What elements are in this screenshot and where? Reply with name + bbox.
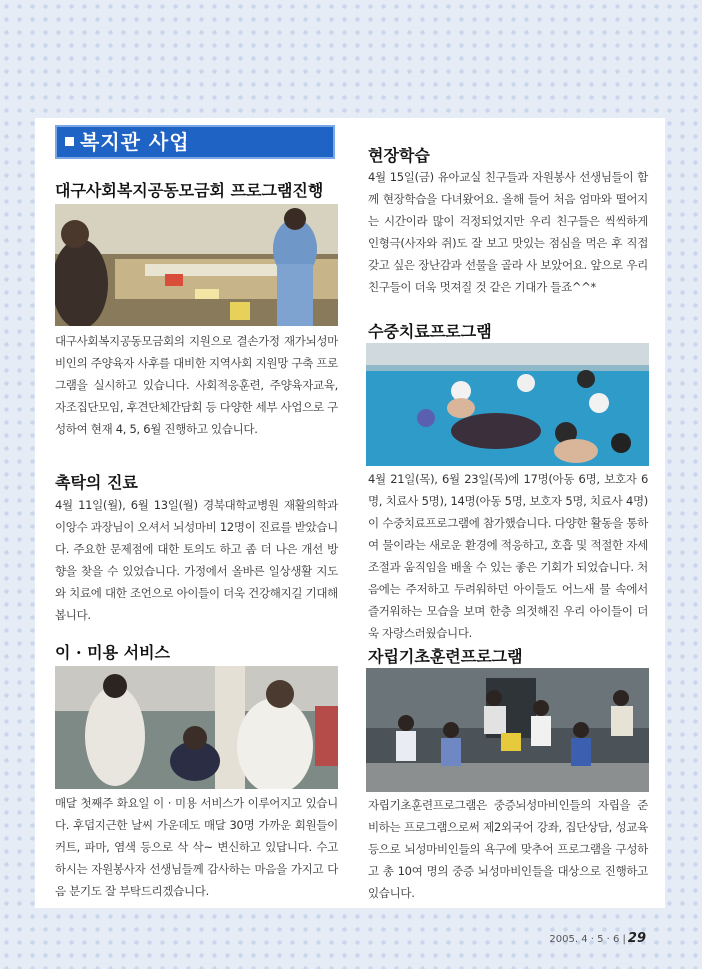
haircut-photo <box>55 666 338 789</box>
article-heading-fundraising: 대구사회복지공동모금회 프로그램진행 <box>55 181 324 200</box>
article-body-haircut: 매달 첫째주 화요일 이 · 미용 서비스가 이루어지고 있습니다. 후덥지근한 날씨 가운데도 매달 30명 가까운 회원들이 커트, 파마, 염색 등으로 삭 삭~ 변신하고 있답니다. 수고하시는 자원봉사자 선생님들께 감사하는 마음을 가지고 다음 분기도 잘 부탁드리겠습니다. <box>55 796 338 898</box>
article-body-independence: 자립기초훈련프로그램은 중증뇌성마비인들의 자립을 준비하는 프로그램으로써 제2외국어 강좌, 집단상담, 성교육 등으로 뇌성마비인들의 욕구에 맞추어 프로그램을 구성하고 총 10여 명의 중증 뇌성마비인들을 대상으로 진행하고 있습니다. <box>368 798 648 900</box>
pool-photo <box>366 343 649 466</box>
section-title: 복지관 사업 <box>80 130 190 154</box>
article-heading-independence: 자립기초훈련프로그램 <box>368 647 523 666</box>
article-body-field-trip: 4월 15일(금) 유아교실 친구들과 자원봉사 선생님들이 함께 현장학습을 다녀왔어요. 올해 들어 처음 엄마와 떨어지는 시간이라 많이 걱정되었지만 우리 친구들은 씩씩하게 인형극(사자와 쥐)도 잘 보고 맛있는 점심을 먹은 후 직접 갖고 싶은 장난감과 선물을 골라 사 보았어요. 앞으로 우리 친구들이 더욱 멋져질 것 같은 기대가 들죠^^* <box>368 170 648 294</box>
section-banner <box>55 125 335 159</box>
article-heading-haircut: 이 · 미용 서비스 <box>55 643 171 662</box>
square-bullet-icon <box>65 137 74 146</box>
group-photo <box>366 668 649 792</box>
article-heading-field-trip: 현장학습 <box>368 146 430 165</box>
article-body-fundraising: 대구사회복지공동모금회의 지원으로 결손가정 재가뇌성마비인의 주양육자 사후를 대비한 지역사회 지원망 구축 프로그램을 실시하고 있습니다. 사회적응훈련, 주양육자교육, 자조집단모임, 후견단체간담회 등 다양한 세부 사업으로 구성하여 현재 4, 5, 6월 진행하고 있습니다. <box>55 334 338 436</box>
article-heading-medical: 촉탁의 진료 <box>55 473 138 492</box>
article-body-medical: 4월 11일(월), 6월 13일(월) 경북대학교병원 재활의학과 이앙수 과장님이 오셔서 뇌성마비 12명이 진료를 받았습니다. 주요한 문제점에 대한 토의도 하고 좀 더 나은 개선 방향을 찾을 수 있었습니다. 가정에서 올바른 일상생활 지도와 치료에 대한 조언으로 아이들이 더욱 건강해지길 기대해 봅니다. <box>55 498 338 622</box>
article-body-aquatic: 4월 21일(목), 6월 23일(목)에 17명(아동 6명, 보호자 6명, 치료사 5명), 14명(아동 5명, 보호자 5명, 치료사 4명)이 수중치료프로그램에 참가했습니다. 다양한 활동을 통하여 물이라는 새로운 환경에 적응하고, 호흡 및 적절한 자세 조절과 움직임을 배울 수 있는 좋은 기회가 되었습니다. 처음에는 주저하고 두려워하던 아이들도 어느새 물 속에서 즐거워하는 모습을 보며 한층 의젓해진 우리 아이들이 더욱 자랑스러웠습니다. <box>368 472 648 640</box>
meeting-photo <box>55 204 338 326</box>
page-footer <box>549 931 646 946</box>
article-heading-aquatic: 수중치료프로그램 <box>368 322 492 341</box>
page-number: 29 <box>627 931 646 946</box>
issue-date: 2005. 4 · 5 · 6 | <box>549 934 626 945</box>
